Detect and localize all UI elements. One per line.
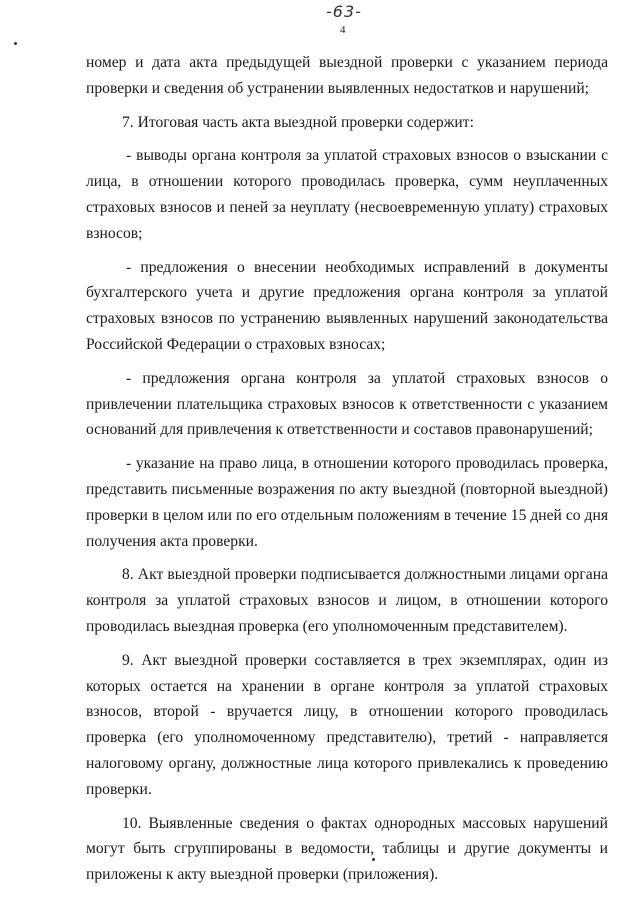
paragraph-7-item-3: - предложения органа контроля за уплатой страховых взносов о привлечении плательщика страховых взносов к ответственности с указанием оснований для привлечения к ответственности и составов правонарушений; xyxy=(86,369,608,439)
handwritten-page-number: -63- xyxy=(326,2,362,21)
paragraph-10: 10. Выявленные сведения о фактах однородных массовых нарушений могут быть сгруппированы в ведомости, таблицы и другие документы и приложены к акту выездной проверки (приложения). xyxy=(86,814,608,884)
paragraph-7-heading: 7. Итоговая часть акта выездной проверки содержит: xyxy=(122,113,474,131)
paragraph-7-item-2: - предложения о внесении необходимых исправлений в документы бухгалтерского учета и другие предложения органа контроля за уплатой страховых взносов по устранению выявленных нарушений законодательства Российской Федерации о страховых взносах; xyxy=(86,258,608,353)
document-body xyxy=(86,50,608,888)
paragraph-7-item-4: - указание на право лица, в отношении которого проводилась проверка, представить письменные возражения по акту выездной (повторной выездной) проверки в целом или по его отдельным положениям в течение 15 дней со дня получения акта проверки. xyxy=(86,455,608,550)
paragraph-7-item-1: - выводы органа контроля за уплатой страховых взносов о взыскании с лица, в отношении которого проводилась проверка, сумм неуплаченных страховых взносов и пеней за неуплату (несвоевременную уплату) страховых взносов; xyxy=(86,147,608,242)
page-number: 4 xyxy=(340,24,346,36)
scan-speck xyxy=(14,42,17,45)
paragraph-8: 8. Акт выездной проверки подписывается должностными лицами органа контроля за уплатой страховых взносов и лицом, в отношении которого проводилась выездная проверка (его уполномоченным представителем). xyxy=(86,566,608,635)
paragraph-continuation: номер и дата акта предыдущей выездной проверки с указанием периода проверки и сведения об устранении выявленных недостатков и нарушений; xyxy=(86,54,608,97)
paragraph-9: 9. Акт выездной проверки составляется в трех экземплярах, один из которых остается на хранении в органе контроля за уплатой страховых взносов, второй - вручается лицу, в отношении которого проводилась проверка (его уполномоченному представителю), третий - направляется налоговому органу, должностные лица которого привлекались к проведению проверки. xyxy=(86,651,608,798)
